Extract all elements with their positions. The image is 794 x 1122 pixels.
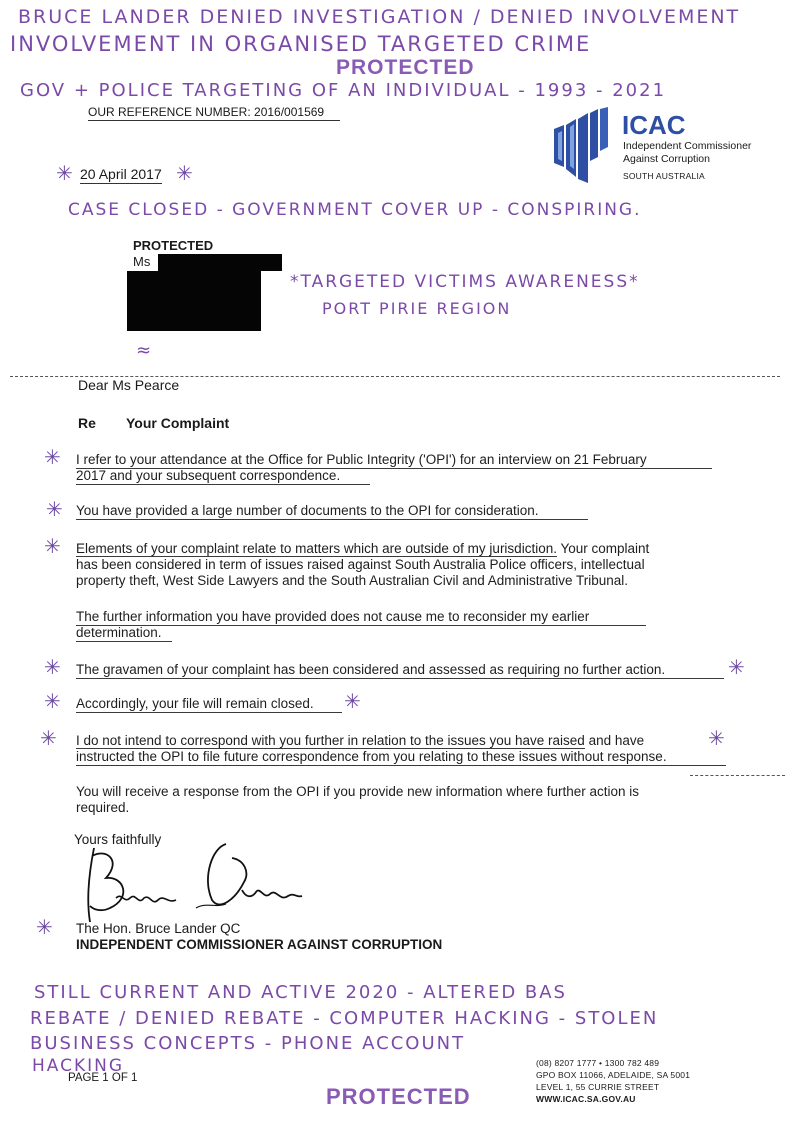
address-protected: PROTECTED: [133, 238, 214, 253]
asterisk-mark-icon: ✳: [344, 691, 361, 713]
protected-stamp-top: PROTECTED: [336, 56, 475, 79]
re-label: Re: [78, 415, 96, 431]
paragraph-7-line1: [76, 733, 644, 749]
contact-gpo: GPO BOX 11066, ADELAIDE, SA 5001: [536, 1070, 691, 1080]
paragraph-3-emphasis: Elements of your complaint relate to matters which are outside of my jurisdiction.: [76, 541, 557, 556]
paragraph-7-line2: instructed the OPI to file future correspondence from you relating to these issues without response.: [76, 749, 726, 766]
paragraph-3-line1: [76, 541, 649, 557]
ink-scribble-icon: ≈: [136, 340, 154, 361]
reference-number: OUR REFERENCE NUMBER: 2016/001569: [88, 105, 340, 121]
paragraph-5: The gravamen of your complaint has been considered and assessed as requiring no further action.: [76, 662, 724, 679]
paragraph-3-line2: has been considered in term of issues raised against South Australia Police officers, intellectual: [76, 557, 645, 572]
paragraph-4-line1: The further information you have provided does not cause me to reconsider my earlier: [76, 609, 646, 626]
asterisk-mark-icon: ✳: [56, 163, 73, 185]
handwritten-case-closed: CASE CLOSED - GOVERNMENT COVER UP - CONSPIRING.: [68, 200, 642, 220]
salutation: Dear Ms Pearce: [78, 377, 180, 393]
icac-logo-line2: Against Corruption: [623, 153, 710, 165]
handwritten-region: PORT PIRIE REGION: [322, 299, 512, 318]
contact-phone: (08) 8207 1777 • 1300 782 489: [536, 1058, 660, 1068]
handwritten-footer-line1: STILL CURRENT AND ACTIVE 2020 - ALTERED BAS: [34, 982, 567, 1003]
redaction-bar: [158, 254, 282, 271]
asterisk-mark-icon: ✳: [44, 657, 61, 679]
paragraph-3-line1-rest: Your complaint: [556, 541, 650, 556]
closing: Yours faithfully: [74, 832, 162, 847]
paragraph-8-line1: You will receive a response from the OPI if you provide new information where further action is: [76, 784, 640, 799]
paragraph-1-line2: 2017 and your subsequent correspondence.: [76, 468, 370, 485]
page-number: PAGE 1 OF 1: [68, 1072, 138, 1084]
handwritten-note-line2: INVOLVEMENT IN ORGANISED TARGETED CRIME: [10, 32, 592, 56]
paragraph-2: You have provided a large number of documents to the OPI for consideration.: [76, 503, 588, 520]
asterisk-mark-icon: ✳: [44, 536, 61, 558]
paragraph-1-line1: I refer to your attendance at the Office for Public Integrity ('OPI') for an interview on 21 February: [76, 452, 712, 469]
paragraph-8-line2: required.: [76, 800, 130, 815]
handwritten-note-line3: GOV + POLICE TARGETING OF AN INDIVIDUAL - 1993 - 2021: [20, 80, 667, 101]
contact-web: WWW.ICAC.SA.GOV.AU: [536, 1094, 636, 1104]
handwritten-footer-line3: BUSINESS CONCEPTS - PHONE ACCOUNT: [30, 1033, 466, 1054]
asterisk-mark-icon: ✳: [44, 447, 61, 469]
signatory-title: INDEPENDENT COMMISSIONER AGAINST CORRUPTION: [76, 937, 443, 952]
handwritten-footer-line4: HACKING: [32, 1056, 125, 1076]
paragraph-7-line1-rest: and have: [584, 733, 645, 748]
asterisk-mark-icon: ✳: [728, 657, 745, 679]
protected-stamp-bottom: PROTECTED: [326, 1084, 471, 1109]
handwritten-note-line1: BRUCE LANDER DENIED INVESTIGATION / DENIED INVOLVEMENT: [18, 6, 741, 28]
icac-logo-line1: Independent Commissioner: [623, 140, 752, 152]
paragraph-6: Accordingly, your file will remain closed.: [76, 696, 342, 713]
re-subject: Your Complaint: [126, 415, 230, 431]
icac-logo-icon: [548, 107, 618, 185]
icac-logo-text: ICAC: [622, 110, 686, 140]
asterisk-mark-icon: ✳: [36, 917, 53, 939]
asterisk-mark-icon: ✳: [176, 163, 193, 185]
handwritten-footer-line2: REBATE / DENIED REBATE - COMPUTER HACKING - STOLEN: [30, 1008, 659, 1029]
letter-date: 20 April 2017: [80, 166, 162, 182]
address-ms: Ms: [133, 254, 151, 269]
icac-logo-line3: SOUTH AUSTRALIA: [623, 171, 705, 181]
signatory-name: The Hon. Bruce Lander QC: [76, 921, 241, 936]
asterisk-mark-icon: ✳: [44, 691, 61, 713]
handwritten-targeted-victims: *TARGETED VICTIMS AWARENESS*: [290, 272, 640, 292]
paragraph-3-line3: property theft, West Side Lawyers and the South Australian Civil and Administrative Tribunal.: [76, 573, 629, 588]
contact-level: LEVEL 1, 55 CURRIE STREET: [536, 1082, 660, 1092]
redaction-block: [127, 271, 261, 331]
handwritten-signature: [76, 838, 306, 928]
asterisk-mark-icon: ✳: [708, 728, 725, 750]
paragraph-4-line2: determination.: [76, 625, 172, 642]
paragraph-7-emphasis: I do not intend to correspond with you further in relation to the issues you have raised: [76, 733, 585, 748]
dashed-divider: [690, 775, 785, 776]
asterisk-mark-icon: ✳: [40, 728, 57, 750]
asterisk-mark-icon: ✳: [46, 499, 63, 521]
